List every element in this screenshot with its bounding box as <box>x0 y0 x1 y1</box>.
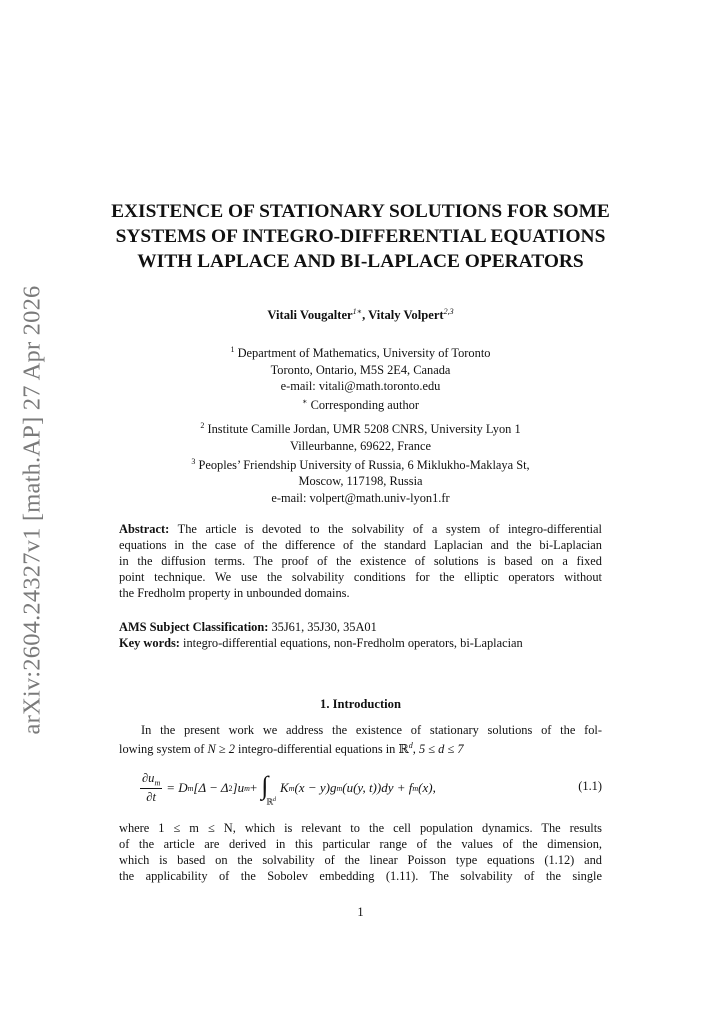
inline-math: , 5 ≤ d ≤ 7 <box>412 742 464 757</box>
abstract <box>119 521 602 601</box>
affiliation-mark: 1 <box>230 345 235 354</box>
ams-value: 35J61, 35J30, 35A01 <box>268 620 377 634</box>
corresponding-mark: ∗ <box>302 397 308 407</box>
body-line: the applicability of the Sobolev embedding (1.11). The solvability of the single <box>119 869 602 884</box>
affiliation-line: Villeurbanne, 69622, France <box>289 438 431 453</box>
arxiv-stamp <box>8 285 56 735</box>
inline-math: N ≥ 2 <box>207 742 235 757</box>
affiliation-line: $^2$ Institute Camille Jordan, UMR 5208 CNRS, University Lyon 1 <box>200 421 521 437</box>
arxiv-identifier: arXiv:2604.24327v1 [math.AP] 27 Apr 2026 <box>18 285 45 735</box>
body-line: which is based on the solvability of the linear Poisson type equations (1.12) and <box>119 853 602 868</box>
equation-fraction: $\frac{\partial u_m}{\partial t}$ <box>142 770 161 805</box>
abstract-line: in the diffusion terms. The proof of the existence of solutions is based on a fixed <box>119 554 602 569</box>
inline-math: ℝ <box>398 742 409 757</box>
intro-line: lowing system of N ≥ 2 integro-differential equations in ℝ$^d$, 5 ≤ d ≤ 7 <box>119 741 464 757</box>
author-name: Vitaly Volpert <box>368 308 444 323</box>
affiliation-line: $^3$ Peoples’ Friendship University of Russia, 6 Miklukho-Maklaya St, <box>191 456 530 473</box>
integral-domain: ℝ$^d$ <box>266 797 277 807</box>
body-paragraph <box>119 820 602 884</box>
ams-label: AMS Subject Classification: <box>119 620 269 634</box>
keywords-value: integro-differential equations, non-Fredholm operators, bi-Laplacian <box>179 636 523 650</box>
abstract-line: point technique. We use the solvability conditions for the elliptic operators without <box>119 570 602 585</box>
keywords-label: Key words: <box>119 636 180 650</box>
corresponding-author-note: ∗ Corresponding author <box>302 397 419 413</box>
intro-line: In the present work we address the existence of stationary solutions of the fol- <box>141 723 602 737</box>
author-list <box>80 307 641 323</box>
equation-body: $\frac{\partial u_m}{\partial t}$ = D m [Δ − Δ 2 ]u m + ∫ ℝ$^d$ K m (x − y)g m (u(y, t))dy + f m (x), <box>142 770 436 807</box>
abstract-label: Abstract: <box>119 522 170 536</box>
email-line: e-mail: volpert@math.univ-lyon1.fr <box>271 490 450 505</box>
equation-number: (1.1) <box>578 779 602 793</box>
title-line: WITH LAPLACE AND BI-LAPLACE OPERATORS <box>137 251 584 272</box>
display-equation <box>140 765 602 811</box>
author-separator: , <box>362 308 369 323</box>
body-line: where 1 ≤ m ≤ N, which is relevant to the cell population dynamics. The results <box>119 821 602 835</box>
keywords <box>119 635 602 651</box>
affiliation-line: Toronto, Ontario, M5S 2E4, Canada <box>270 362 451 377</box>
affiliation-block-2 <box>80 418 641 506</box>
abstract-line: equations in the case of the difference of the standard Laplacian and the bi-Laplacian <box>119 538 602 553</box>
abstract-line: the Fredholm property in unbounded domains. <box>119 586 350 601</box>
title-line: EXISTENCE OF STATIONARY SOLUTIONS FOR SOME <box>111 201 610 222</box>
affiliation-block-1 <box>80 342 641 414</box>
abstract-line: Abstract: The article is devoted to the solvability of a system of integro-differential <box>119 522 602 536</box>
affiliation-line: $^1$ Department of Mathematics, University of Toronto <box>230 345 491 361</box>
page-number: 1 <box>357 905 364 919</box>
affiliation-mark: 2 <box>200 421 205 430</box>
ams-classification <box>119 619 602 635</box>
author-name: Vitali Vougalter <box>267 308 353 323</box>
email-line: e-mail: vitali@math.toronto.edu <box>280 378 441 393</box>
integral-sign: ∫ <box>261 771 269 800</box>
paper-title <box>80 199 641 274</box>
section-heading: 1. Introduction <box>320 697 401 711</box>
intro-paragraph <box>119 722 602 757</box>
title-line: SYSTEMS OF INTEGRO-DIFFERENTIAL EQUATIONS <box>115 226 606 247</box>
affiliation-mark: 3 <box>191 456 196 466</box>
affiliation-line: Moscow, 117198, Russia <box>298 474 423 489</box>
body-line: of the article are derived in this particular range of the values of the dimension, <box>119 837 602 852</box>
author-affiliation-mark: 2,3 <box>443 307 454 316</box>
author-affiliation-mark: 1∗ <box>352 307 363 316</box>
